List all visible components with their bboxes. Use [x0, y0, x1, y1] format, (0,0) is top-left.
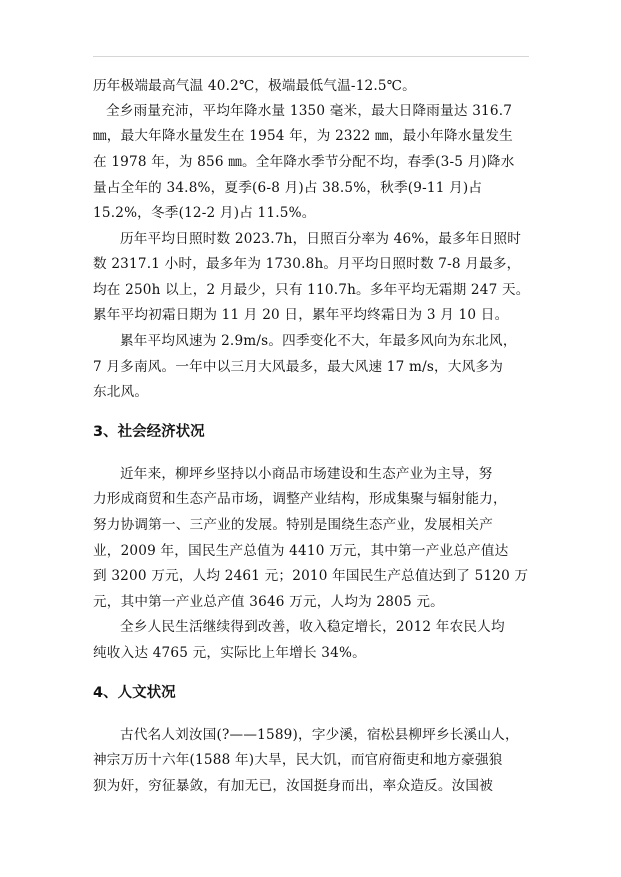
economy-paragraph-line: 力形成商贸和生态产品市场，调整产业结构，形成集聚与辐射能力， [93, 491, 507, 507]
section-heading-culture: 4、人文状况 [93, 685, 176, 701]
header-rule [93, 56, 529, 57]
rainfall-line: 全乡雨量充沛，平均年降水量 1350 毫米，最大日降雨量达 316.7 [106, 103, 513, 119]
income-paragraph-line: 纯收入达 4765 元，实际比上年增长 34%。 [93, 645, 366, 661]
culture-paragraph-line: 狈为奸，穷征暴敛，有加无已，汝国挺身而出，率众造反。汝国被 [93, 778, 494, 794]
economy-paragraph-line: 业，2009 年，国民生产总值为 4410 万元，其中第一产业总产值达 [93, 543, 509, 559]
wind-line: 累年平均风速为 2.9m/s。四季变化不大，年最多风向为东北风， [120, 333, 517, 349]
economy-paragraph-line: 到 3200 万元，人均 2461 元；2010 年国民生产总值达到了 5120 万 [93, 568, 529, 584]
economy-paragraph-line: 元，其中第一产业总产值 3646 万元，人均为 2805 元。 [93, 594, 444, 610]
culture-paragraph-line: 神宗万历十六年(1588 年)大旱，民大饥，而官府衙吏和地方豪强狼 [93, 752, 503, 768]
sunshine-line: 均在 250h 以上，2 月最少，只有 110.7h。多年平均无霜期 247 天。 [93, 282, 530, 298]
wind-line: 东北风。 [93, 384, 149, 400]
climate-extreme-temp-line: 历年极端最高气温 40.2℃，极端最低气温-12.5℃。 [93, 78, 416, 94]
culture-paragraph-line: 古代名人刘汝国(?——1589)，字少溪，宿松县柳坪乡长溪山人， [120, 727, 519, 743]
rainfall-line: 15.2%，冬季(12-2 月)占 11.5%。 [93, 205, 316, 221]
wind-line: 7 月多南风。一年中以三月大风最多，最大风速 17 m/s，大风多为 [93, 359, 503, 375]
section-heading-social-economy: 3、社会经济状况 [93, 424, 205, 440]
sunshine-line: 历年平均日照时数 2023.7h，日照百分率为 46%，最多年日照时 [120, 231, 522, 247]
rainfall-line: ㎜，最大年降水量发生在 1954 年，为 2322 ㎜，最小年降水量发生 [93, 128, 513, 144]
economy-paragraph-line: 近年来，柳坪乡坚持以小商品市场建设和生态产业为主导，努 [120, 466, 493, 482]
income-paragraph-line: 全乡人民生活继续得到改善，收入稳定增长，2012 年农民人均 [120, 619, 505, 635]
rainfall-line: 量占全年的 34.8%，夏季(6-8 月)占 38.5%，秋季(9-11 月)占 [93, 180, 483, 196]
rainfall-line: 在 1978 年，为 856 ㎜。全年降水季节分配不均，春季(3-5 月)降水 [93, 154, 515, 170]
sunshine-line: 数 2317.1 小时，最多年为 1730.8h。月平均日照时数 7-8 月最多， [93, 256, 521, 272]
sunshine-line: 累年平均初霜日期为 11 月 20 日，累年平均终霜日为 3 月 10 日。 [93, 307, 509, 323]
economy-paragraph-line: 努力协调第一、三产业的发展。特别是围绕生态产业，发展相关产 [93, 517, 494, 533]
